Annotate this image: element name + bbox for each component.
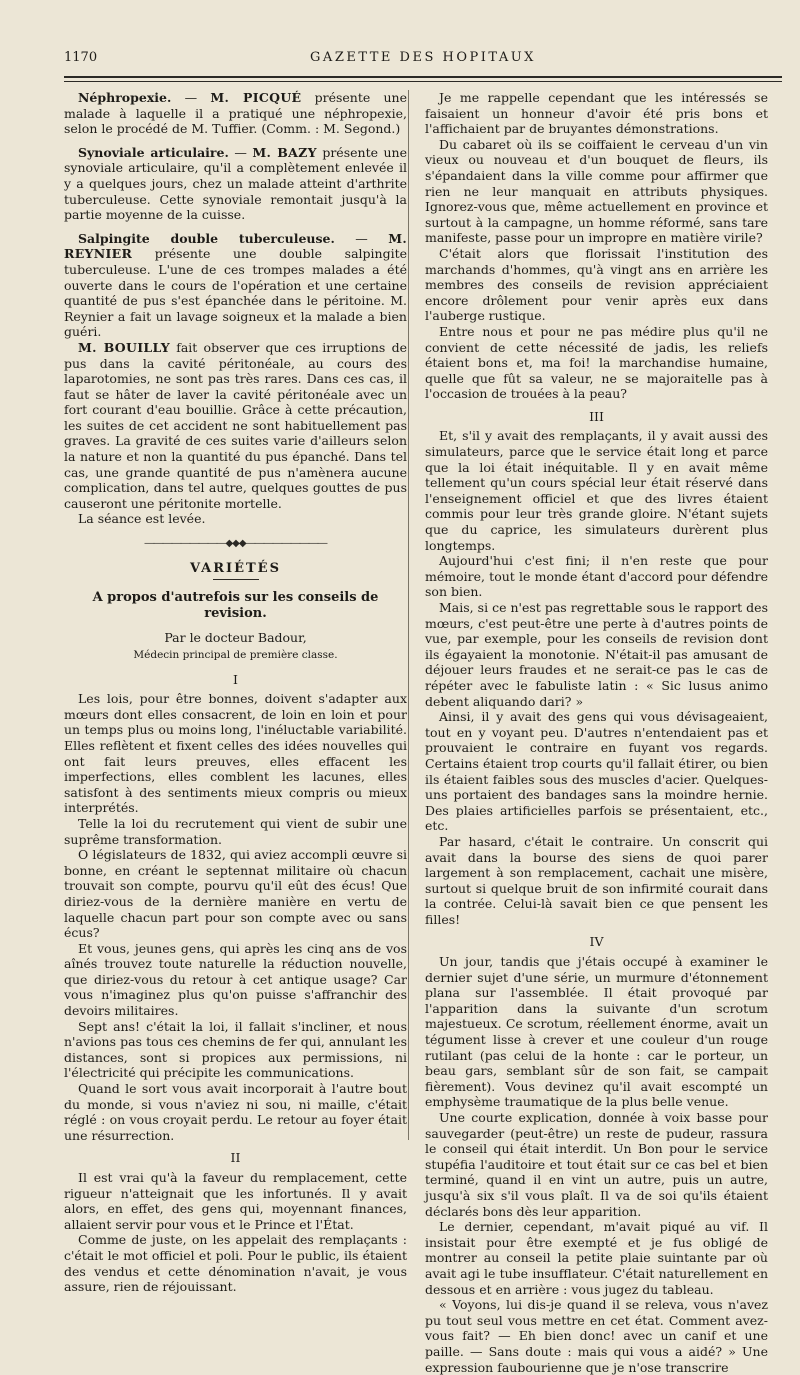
paragraph: Les lois, pour être bonnes, doivent s'adapter aux mœurs dont elles consacrent, de loin en loin et pour un temps plus ou moins long, l'inéluctable variabilité. Elles reflètent et fixent celles des idées nouvelles qui ont fait leurs preuves, elles effacent les imperfections, elles comblent les lacunes, elles satisfont à des sentiments mieux compris ou mieux interprétés. — [64, 691, 407, 816]
paragraph: Une courte explication, donnée à voix basse pour sauvegarder (peut-être) un reste de pudeur, rassura le conseil qui était interdit. Un Bon pour le service stupéfia l'auditoire et tout était sur ce cas bel et bien terminé, quand il en vint un autre, puis un autre, jusqu'à six s'il vous plaît. Il va de soi qu'ils étaient déclarés bons dès leur apparition. — [425, 1110, 768, 1219]
byline: Par le docteur Badour, — [164, 630, 307, 646]
section-title: VARIÉTÉS — [190, 560, 281, 576]
paragraph: Un jour, tandis que j'étais occupé à examiner le dernier sujet d'une série, un murmure d'étonnement plana sur l'assemblée. Il était provoqué par l'apparition dans la suivante d'un scrotum majestueux. Ce scrotum, réellement énorme, avait un tégument lisse à crever et une couleur d'un rouge rutilant (pas celui de la honte : car le porteur, un beau gars, semblant sûr de son fait, se campait fièrement). Vous devinez qu'il avait escompté un emphysème traumatique de la plus belle venue. — [425, 954, 768, 1110]
paragraph: Ainsi, il y avait des gens qui vous dévisageaient, tout en y voyant peu. D'autres n'entendaient pas et prouvaient le contraire en fuyant vos regards. Certains étaient trop courts qu'il fallait étirer, ou bien ils étaient faibles sous des muscles d'acier. Quelques-uns portaient des bandages sans la moindre hernie. Des plaies artificielles parfois se présentaient, etc., etc. — [425, 709, 768, 834]
author-name: M. BAZY — [252, 144, 317, 160]
paragraph: Du cabaret où ils se coiffaient le cerveau d'un vin vieux ou nouveau et d'un bouquet de fleurs, ils s'épandaient dans la ville comme pour affirmer que rien ne leur manquait en attributs physiques. Ignorez-vous que, même actuellement en province et surtout à la campagne, un homme réformé, sans tare manifeste, passe pour un impropre en matière virile? — [425, 136, 768, 246]
section-numeral-2: II — [230, 1150, 241, 1166]
entry-title: Salpingite double tuberculeuse. — [78, 230, 335, 246]
author-name: M. PICQUÉ — [210, 90, 302, 105]
paragraph: Quand le sort vous avait incorporait à l'autre bout du monde, si vous n'aviez ni sou, ni maille, c'était réglé : on vous croyait perdu. Le retour au foyer était une résurrection. — [64, 1081, 407, 1143]
right-column — [425, 90, 768, 1375]
paragraph: Mais, si ce n'est pas regrettable sous le rapport des mœurs, c'est peut-être une perte à d'autres points de vue, par exemple, pour les conseils de revision dont ils égayaient la monotonie. N'était-il pas amusant de déjouer leurs fraudes et ne serait-ce pas le cas de répéter avec le fabuliste latin : « Sic lusus animo debent aliquando dari? » — [425, 600, 768, 709]
paragraph: Entre nous et pour ne pas médire plus qu'il ne convient de cette nécessité de jadis, les reliefs étaient bons et, ma foi! la marchandise humaine, quelle que fût sa valeur, ne se majoraitelle pas à l'occasion de trouées à la peau? — [425, 323, 768, 402]
section-numeral-4: IV — [589, 934, 604, 950]
column-divider — [408, 90, 409, 1140]
paragraph: Par hasard, c'était le contraire. Un conscrit qui avait dans la bourse des siens de quoi parer largement à son remplacement, cachait une misère, surtout si quelque bruit de son infirmité courait dans la contrée. Celui-là savait bien ce que pensent les filles! — [425, 833, 768, 927]
entry-title: Néphropexie. — [78, 90, 172, 105]
author-name: M. BOUILLY — [78, 339, 170, 355]
paragraph: Le dernier, cependant, m'avait piqué au vif. Il insistait pour être exempté et je fus obligé de montrer au conseil la petite plaie suintante par où avait agi le tube insufflateur. C'était naturellement en dessous et en arrière : vous jugez du tableau. — [425, 1219, 768, 1297]
paragraph: Aujourd'hui c'est fini; il n'en reste que pour mémoire, tout le monde étant d'accord pour défendre son bien. — [425, 553, 768, 600]
paragraph-text: fait observer que ces irruptions de pus dans la cavité péritonéale, au cours des laparotomies, ne sont pas très rares. Dans ces cas, il faut se hâter de laver la cavité péritonéale avec un fort courant d'eau bouillie. Grâce à cette précaution, les suites de cet accident ne sont habituellement pas graves. La gravité de ces suites varie d'ailleurs selon la nature et non la quantité du pus épanché. Dans tel cas, une grande quantité de pus n'amènera aucune complication, dans tel autre, quelques gouttes de pus causeront une péritonite mortelle. — [64, 339, 407, 511]
paragraph-text: présente une double salpingite tuberculeuse. L'une de ces trompes malades a été ouverte dans le cours de l'opération et une certaine quantité de pus s'est épanchée dans le péritoine. M. Reynier a fait un lavage soigneux et la malade a bien guéri. — [64, 246, 407, 340]
header-rule-thin — [64, 81, 782, 82]
paragraph: Et vous, jeunes gens, qui après les cinq ans de vos aînés trouvez toute naturelle la réduction nouvelle, que diriez-vous du retour à cet antique usage? Car vous n'imaginez plus qu'on puisse s'affranchir des devoirs militaires. — [64, 940, 407, 1019]
paragraph: Telle la loi du recrutement qui vient de subir une suprême transformation. — [64, 815, 407, 847]
entry-title: Synoviale articulaire. — [78, 144, 229, 160]
section-rule — [213, 579, 259, 580]
section-numeral-1: I — [233, 671, 238, 687]
paragraph: O législateurs de 1832, qui aviez accompli œuvre si bonne, en créant le septennat militaire où chacun trouvait son compte, pourvu qu'il eût des écus! Que diriez-vous de la dernière manière en vertu de laquelle chacun part pour son compte avec ou sans écus? — [64, 847, 407, 941]
paragraph: Je me rappelle cependant que les intéressés se faisaient un honneur d'avoir été pris bons et l'affichaient par de bruyantes démonstrations. — [425, 90, 768, 137]
paragraph: « Voyons, lui dis-je quand il se releva, vous n'avez pu tout seul vous mettre en cet état. Comment avez-vous fait? — Eh bien donc! avec un canif et une paille. — Sans doute : mais qui vous a aidé? » Une expression faubourienne que je n'ose transcrire — [425, 1297, 768, 1375]
paragraph: Il est vrai qu'à la faveur du remplacement, cette rigueur n'atteignait que les infortunés. Il y avait alors, en effet, des gens qui, moyennant finances, allaient servir pour vous et le Prince et l'État. — [64, 1170, 407, 1232]
page-header — [64, 50, 782, 70]
paragraph-synoviale: Synoviale articulaire. — M. BAZY présente une synoviale articulaire, qu'il a complètement enlevée il y a quelques jours, chez un malade atteint d'arthrite tuberculeuse. Cette synoviale remontait jusqu'à la partie moyenne de la cuisse. — [64, 144, 407, 223]
page-number: 1170 — [64, 50, 98, 65]
paragraph-nephropexie: Néphropexie. — M. PICQUÉ présente une malade à laquelle il a pratiqué une néphropexie, selon le procédé de M. Tuffier. (Comm. : M. Segond.) — [64, 90, 407, 137]
section-numeral-3: III — [589, 408, 604, 424]
paragraph-bouilly — [64, 340, 407, 512]
byline-role: Médecin principal de première classe. — [133, 649, 338, 661]
paragraph-text: présente une synoviale articulaire, qu'il a complètement enlevée il y a quelques jours, chez un malade atteint d'arthrite tuberculeuse. Cette synoviale remontait jusqu'à la partie moyenne de la cuisse. — [64, 144, 407, 223]
paragraph: C'était alors que florissait l'institution des marchands d'hommes, qu'à vingt ans en arrière les membres des conseils de revision appréciaient encore drôlement pour venir après eux dans l'auberge rustique. — [425, 245, 768, 324]
paragraph-seance: La séance est levée. — [78, 511, 206, 527]
paragraph-salpingite: Salpingite double tuberculeuse. — M. REYNIER présente une double salpingite tuberculeuse. L'une de ces trompes malades a été ouverte dans le cours de l'opération et une certaine quantité de pus s'est épanchée dans le péritoine. M. Reynier a fait un lavage soigneux et la malade a bien guéri. — [64, 230, 408, 340]
ornamental-divider: ―――――――――◆◆◆――――――――― — [144, 538, 327, 550]
paragraph: Et, s'il y avait des remplaçants, il y avait aussi des simulateurs, parce que le service était long et parce que la loi était inéquitable. Il y en avait même tellement qu'un cours spécial leur était réservé dans l'enseignement officiel et que des livres étaient commis pour leur très grande gloire. N'étant sujets que du caprice, les simulateurs durèrent plus longtemps. — [425, 428, 768, 553]
journal-title: GAZETTE DES HOPITAUX — [310, 50, 536, 65]
left-column — [64, 90, 407, 1295]
paragraph: Comme de juste, on les appelait des remplaçants : c'était le mot officiel et poli. Pour le public, ils étaient des vendus et cette dénomination n'avait, je vous assure, rien de réjouissant. — [64, 1232, 407, 1295]
author-name: M. REYNIER — [64, 230, 408, 262]
article-title: A propos d'autrefois sur les conseils de revision. — [92, 590, 379, 621]
paragraph-text: présente une malade à laquelle il a pratiqué une néphropexie, selon le procédé de M. Tuffier. (Comm. : M. Segond.) — [64, 90, 407, 137]
paragraph: Sept ans! c'était la loi, il fallait s'incliner, et nous n'avions pas tous ces chemins de fer qui, annulant les distances, sont si propices aux permissions, ni l'électricité qui précipite les communications. — [64, 1018, 407, 1081]
header-rule-thick — [64, 76, 782, 78]
